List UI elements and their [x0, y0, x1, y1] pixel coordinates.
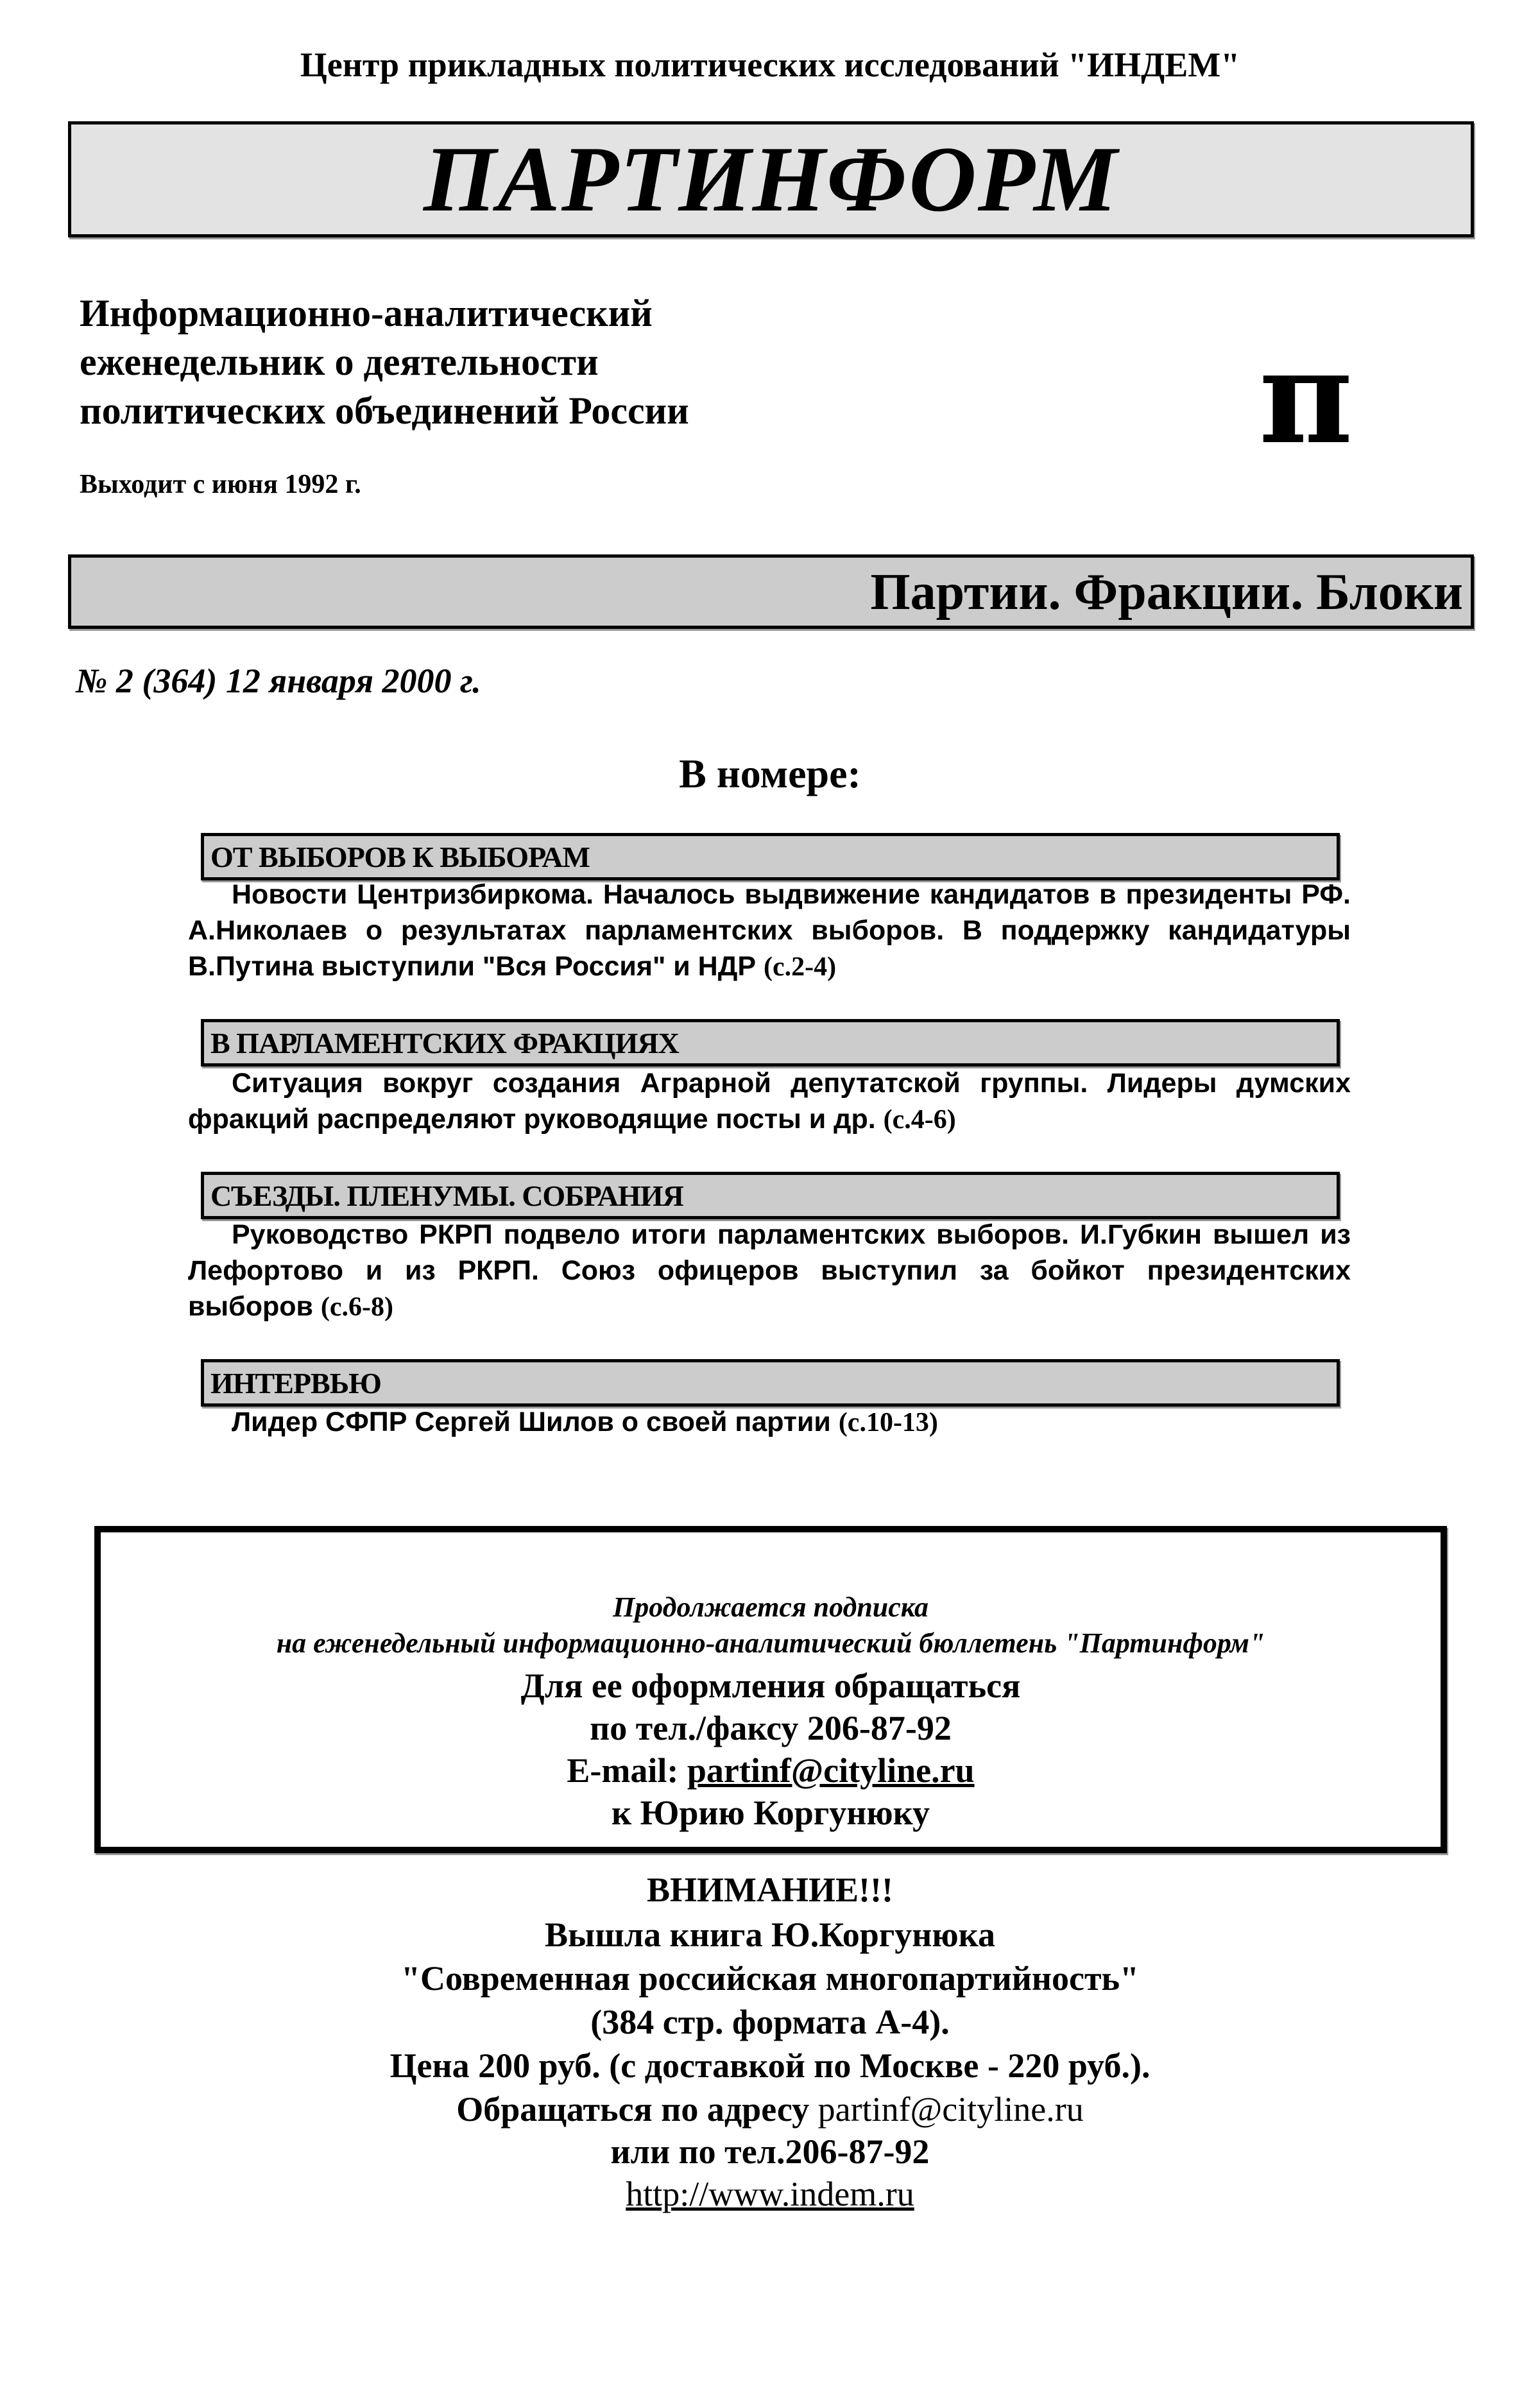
- section-summary-elections: [188, 877, 1351, 985]
- subscription-email-link[interactable]: partinf@cityline.ru: [687, 1751, 975, 1790]
- subscription-box: [94, 1526, 1447, 1853]
- section-summary-congresses: [188, 1217, 1351, 1325]
- section-title: В ПАРЛАМЕНТСКИХ ФРАКЦИЯХ: [210, 1027, 679, 1059]
- section-header-interview: [201, 1359, 1340, 1407]
- notice-contact: [0, 2088, 1540, 2130]
- notice-website-line: [0, 2173, 1540, 2215]
- subtitle-line-3: политических объединений России: [80, 390, 689, 432]
- section-header-congresses: [201, 1172, 1340, 1219]
- website-link[interactable]: http://www.indem.ru: [626, 2175, 914, 2213]
- page-reference: (с.10-13): [838, 1408, 938, 1437]
- rubric-title: Партии. Фракции. Блоки: [870, 564, 1463, 621]
- summary-text: Руководство РКРП подвело итоги парламентских выборов. И.Губкин вышел из Лефортово и из РКРП. Союз офицеров выступил за бойкот президентских выборов: [188, 1219, 1351, 1322]
- subscription-description: на еженедельный информационно-аналитический бюллетень "Партинформ": [276, 1627, 1265, 1659]
- publication-since: Выходит с июня 1992 г.: [80, 470, 361, 499]
- section-title: ИНТЕРВЬЮ: [210, 1367, 381, 1400]
- pi-logo-icon: π: [1259, 322, 1353, 473]
- summary-text: Лидер СФПР Сергей Шилов о своей партии: [232, 1407, 839, 1437]
- section-header-factions: [201, 1019, 1340, 1067]
- notice-attention: ВНИМАНИЕ!!!: [647, 1871, 893, 1909]
- contact-email-link[interactable]: partinf@cityline.ru: [817, 2090, 1084, 2129]
- summary-text: Ситуация вокруг создания Аграрной депутатской группы. Лидеры думских фракций распределяют руководящие посты и др.: [188, 1068, 1351, 1135]
- section-header-elections: [201, 833, 1340, 880]
- section-summary-factions: [188, 1065, 1351, 1138]
- subtitle-line-2: еженедельник о деятельности: [80, 341, 599, 383]
- subscription-instruction: Для ее оформления обращаться: [520, 1667, 1021, 1705]
- masthead-banner: [68, 121, 1474, 237]
- contact-label: Обращаться по адресу: [456, 2090, 818, 2129]
- page-reference: (с.2-4): [763, 952, 837, 982]
- page-reference: (с.4-6): [883, 1105, 956, 1135]
- subtitle-line-1: Информационно-аналитический: [80, 292, 653, 334]
- subscription-contact-person: к Юрию Коргунюку: [611, 1794, 930, 1832]
- notice-book-title: "Современная российская многопартийность": [400, 1959, 1140, 1998]
- subscription-heading: Продолжается подписка: [612, 1591, 929, 1623]
- notice-book-announcement: Вышла книга Ю.Коргунюка: [545, 1915, 995, 1954]
- notice-book-format: (384 стр. формата А-4).: [590, 2003, 950, 2041]
- section-title: ОТ ВЫБОРОВ К ВЫБОРАМ: [210, 841, 590, 873]
- section-title: СЪЕЗДЫ. ПЛЕНУМЫ. СОБРАНИЯ: [210, 1179, 683, 1212]
- subscription-phone: по тел./факсу 206-87-92: [590, 1709, 952, 1747]
- contents-heading: В номере:: [679, 751, 861, 796]
- notice-phone: или по тел.206-87-92: [610, 2132, 930, 2171]
- masthead-title: ПАРТИНФОРМ: [423, 127, 1119, 231]
- issue-number-date: № 2 (364) 12 января 2000 г.: [76, 662, 481, 700]
- organization-title: Центр прикладных политических исследований "ИНДЕМ": [300, 46, 1240, 84]
- subscription-email-line: [101, 1749, 1441, 1792]
- page-reference: (с.6-8): [320, 1292, 394, 1322]
- rubric-banner: [68, 554, 1474, 629]
- email-label: E-mail:: [567, 1751, 687, 1790]
- notice-price: Цена 200 руб. (с доставкой по Москве - 220 руб.).: [389, 2046, 1151, 2085]
- summary-text: Новости Центризбиркома. Началось выдвижение кандидатов в президенты РФ. А.Николаев о результатах парламентских выборов. В поддержку кандидатуры В.Путина выступили "Вся Россия" и НДР: [188, 879, 1351, 982]
- section-summary-interview: [188, 1404, 1351, 1441]
